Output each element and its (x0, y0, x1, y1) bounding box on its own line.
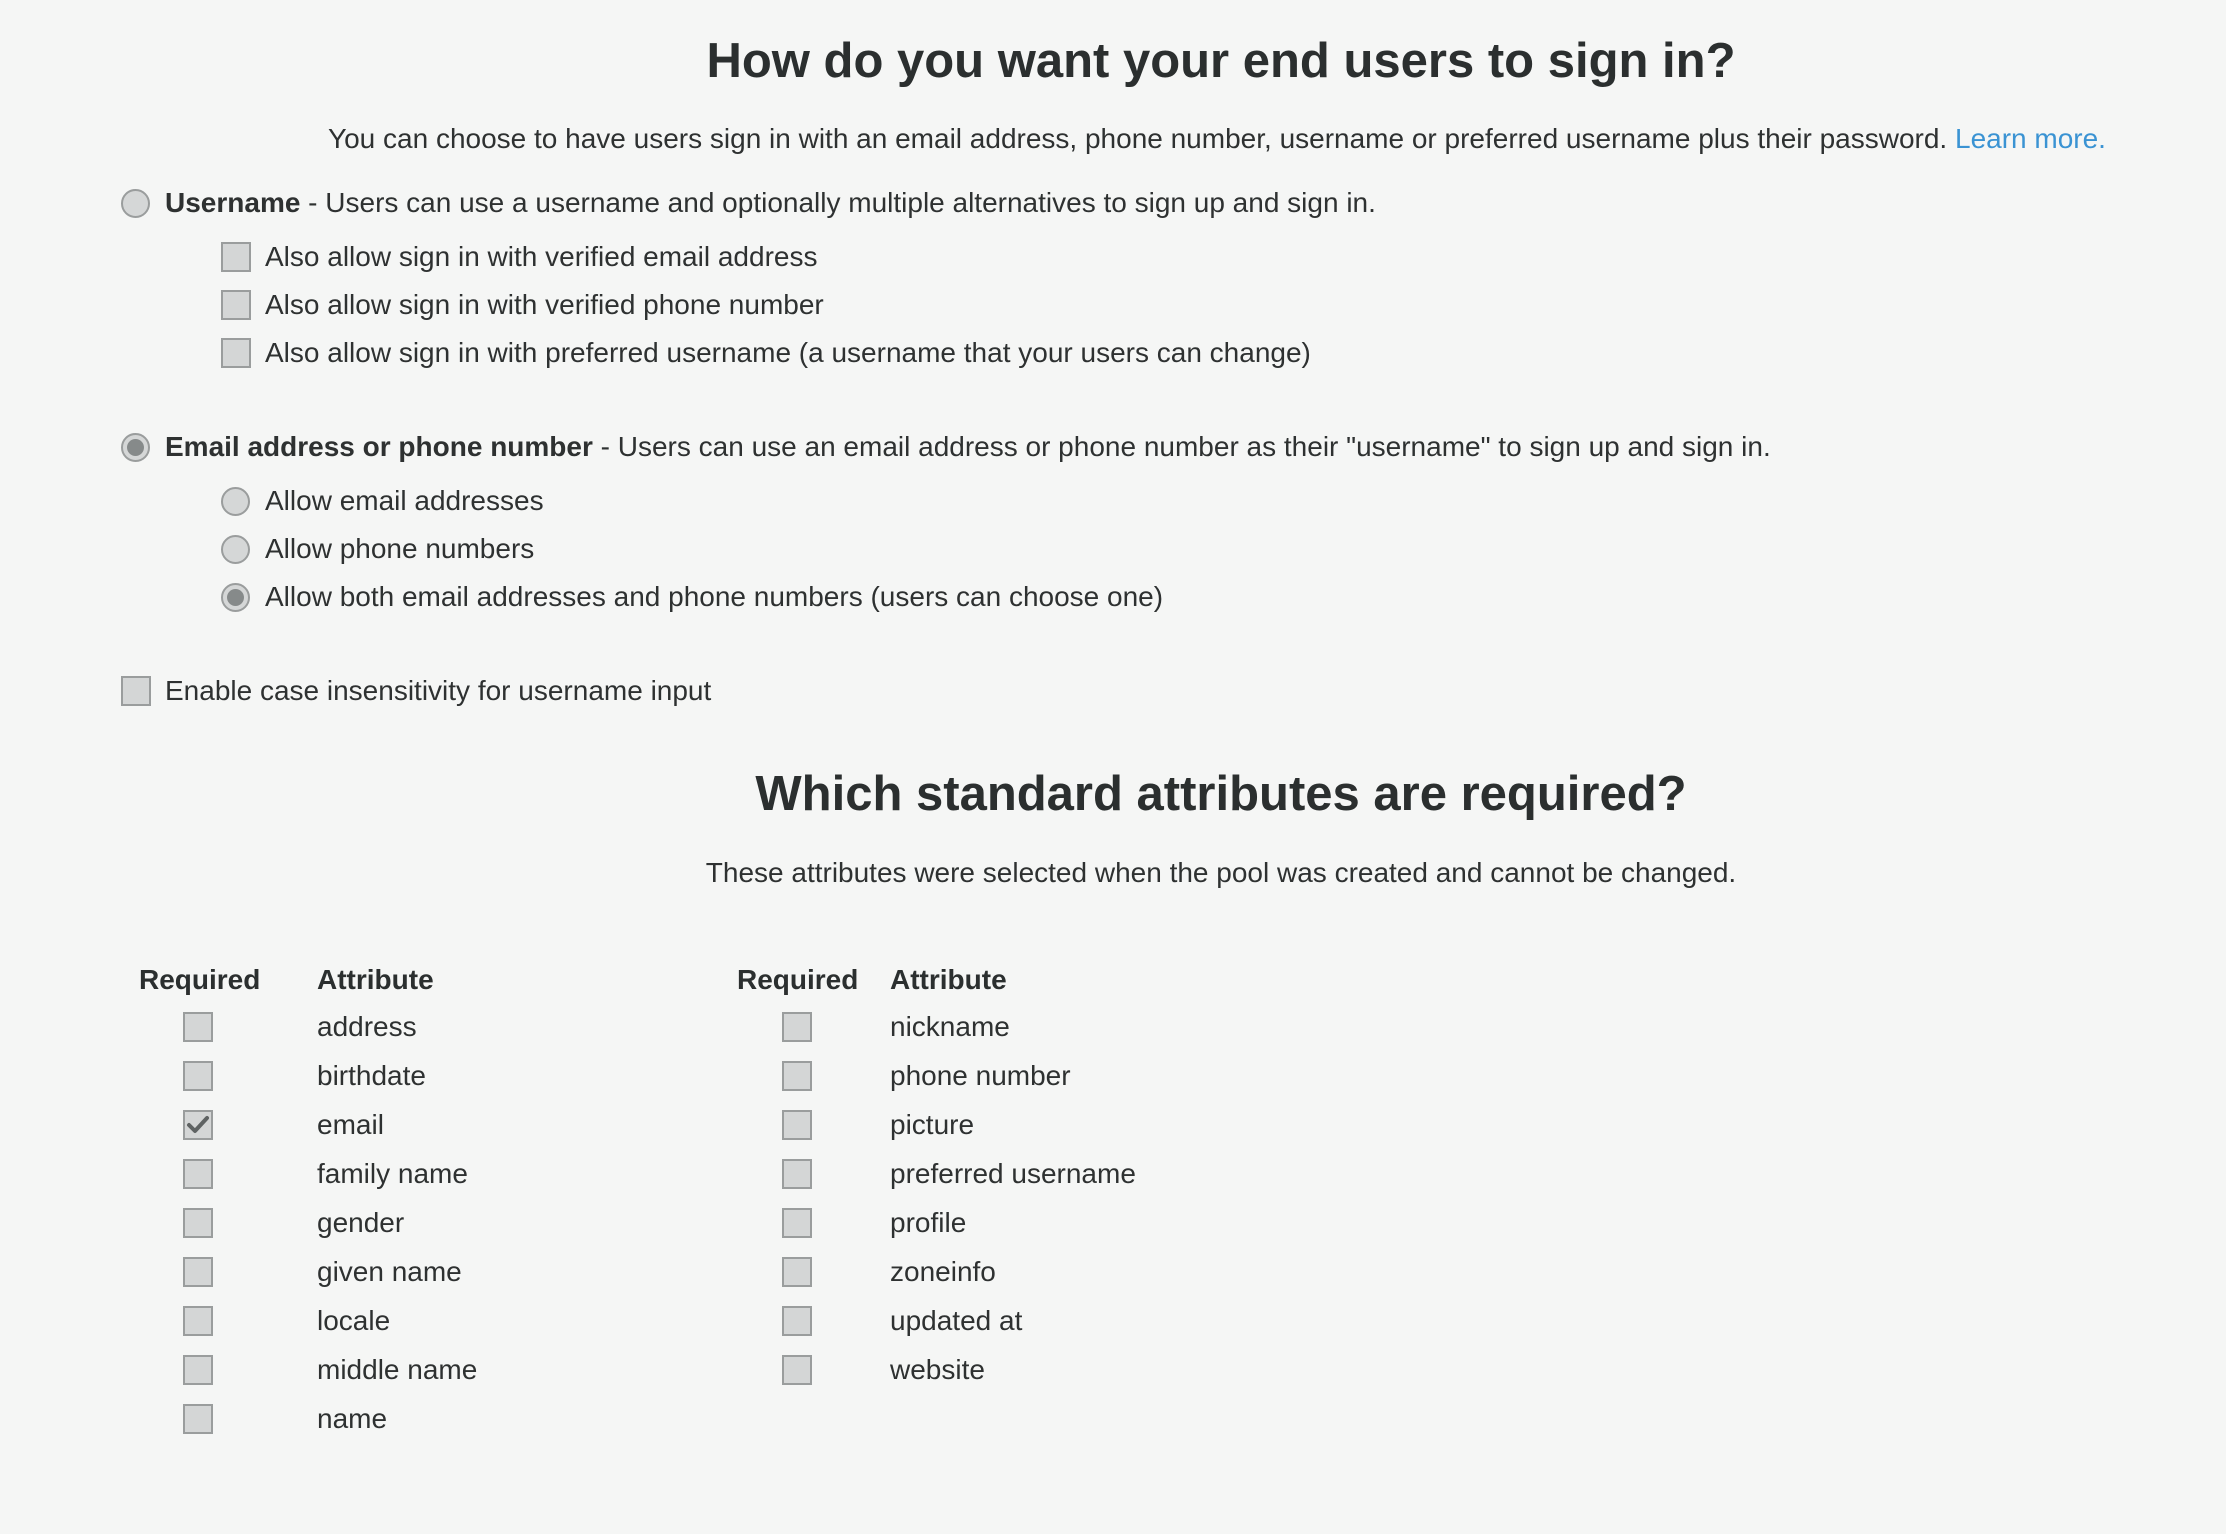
attribute-required-checkbox (782, 1257, 812, 1287)
attribute-required-checkbox (183, 1355, 213, 1385)
allow-both-label: Allow both email addresses and phone numbers (users can choose one) (265, 581, 1164, 612)
attribute-name: profile (890, 1207, 967, 1238)
case-insensitivity-option[interactable] (121, 673, 711, 709)
case-insensitivity-checkbox[interactable] (121, 676, 151, 706)
email-phone-option-title: Email address or phone number (165, 431, 593, 462)
attribute-required-checkbox (782, 1110, 812, 1140)
attribute-required-checkbox (782, 1061, 812, 1091)
case-insensitivity-label: Enable case insensitivity for username input (165, 675, 712, 706)
radio-selected-dot (127, 439, 144, 456)
attribute-name: phone number (890, 1060, 1071, 1091)
attribute-name: zoneinfo (890, 1256, 996, 1287)
attribute-name: locale (317, 1305, 391, 1336)
attribute-name: updated at (890, 1305, 1023, 1336)
also-email-label: Also allow sign in with verified email address (265, 241, 818, 272)
username-option-title: Username (165, 187, 301, 218)
radio-selected-dot (227, 589, 244, 606)
attribute-required-checkbox (183, 1159, 213, 1189)
attributes-description: These attributes were selected when the pool was created and cannot be changed. (705, 857, 1737, 888)
attribute-name: address (317, 1011, 417, 1042)
also-preferred-username-label: Also allow sign in with preferred username (a username that your users can change) (265, 337, 1311, 368)
also-phone-label: Also allow sign in with verified phone number (265, 289, 824, 320)
attribute-required-checkbox (782, 1012, 812, 1042)
allow-email-radio[interactable] (221, 487, 250, 516)
username-option[interactable] (121, 185, 1376, 221)
attribute-required-checkbox (183, 1012, 213, 1042)
attribute-required-checkbox (782, 1159, 812, 1189)
checkmark-icon (186, 1113, 210, 1137)
username-option-text: - Users can use a username and optionally multiple alternatives to sign up and sign in. (300, 187, 1376, 218)
attribute-required-checkbox (183, 1061, 213, 1091)
attribute-required-checkbox (183, 1208, 213, 1238)
attribute-name: given name (317, 1256, 462, 1287)
attribute-name: gender (317, 1207, 405, 1238)
attribute-name: name (317, 1403, 388, 1434)
signin-description-text: You can choose to have users sign in with an email address, phone number, username or preferred username plus their password. (328, 123, 1948, 154)
attribute-required-checkbox (183, 1404, 213, 1434)
left-col-attribute-header: Attribute (317, 964, 434, 995)
attribute-required-checkbox (183, 1306, 213, 1336)
attribute-required-checkbox (782, 1306, 812, 1336)
username-radio[interactable] (121, 189, 150, 218)
attribute-required-checkbox (782, 1355, 812, 1385)
attribute-required-checkbox (183, 1257, 213, 1287)
allow-both-option[interactable] (221, 579, 1163, 615)
allow-email-label: Allow email addresses (265, 485, 544, 516)
right-col-required-header: Required (737, 964, 859, 995)
also-phone-option[interactable] (221, 287, 824, 323)
attribute-name: middle name (317, 1354, 478, 1385)
allow-both-radio[interactable] (221, 583, 250, 612)
also-preferred-username-checkbox[interactable] (221, 338, 251, 368)
learn-more-link[interactable]: Learn more. (1955, 123, 2106, 154)
left-col-required-header: Required (139, 964, 261, 995)
allow-email-option[interactable] (221, 483, 544, 519)
right-col-attribute-header: Attribute (890, 964, 1007, 995)
also-phone-checkbox[interactable] (221, 290, 251, 320)
attribute-required-checkbox (183, 1110, 213, 1140)
attribute-name: picture (890, 1109, 975, 1140)
allow-phone-radio[interactable] (221, 535, 250, 564)
attribute-name: website (890, 1354, 985, 1385)
username-option-label (165, 185, 1376, 221)
attribute-name: email (317, 1109, 384, 1140)
allow-phone-label: Allow phone numbers (265, 533, 535, 564)
attribute-name: birthdate (317, 1060, 426, 1091)
email-phone-option-text: - Users can use an email address or phone number as their "username" to sign up and sign in. (592, 431, 1771, 462)
signin-heading: How do you want your end users to sign in? (706, 34, 1736, 88)
email-phone-radio[interactable] (121, 433, 150, 462)
attributes-heading: Which standard attributes are required? (755, 767, 1687, 821)
email-phone-option-label (165, 429, 1771, 465)
attribute-name: preferred username (890, 1158, 1136, 1189)
attribute-name: family name (317, 1158, 468, 1189)
also-preferred-username-option[interactable] (221, 335, 1311, 371)
also-email-option[interactable] (221, 239, 817, 275)
attribute-name: nickname (890, 1011, 1010, 1042)
email-phone-option[interactable] (121, 429, 1771, 465)
allow-phone-option[interactable] (221, 531, 534, 567)
signin-description (328, 121, 2106, 157)
attribute-required-checkbox (782, 1208, 812, 1238)
also-email-checkbox[interactable] (221, 242, 251, 272)
